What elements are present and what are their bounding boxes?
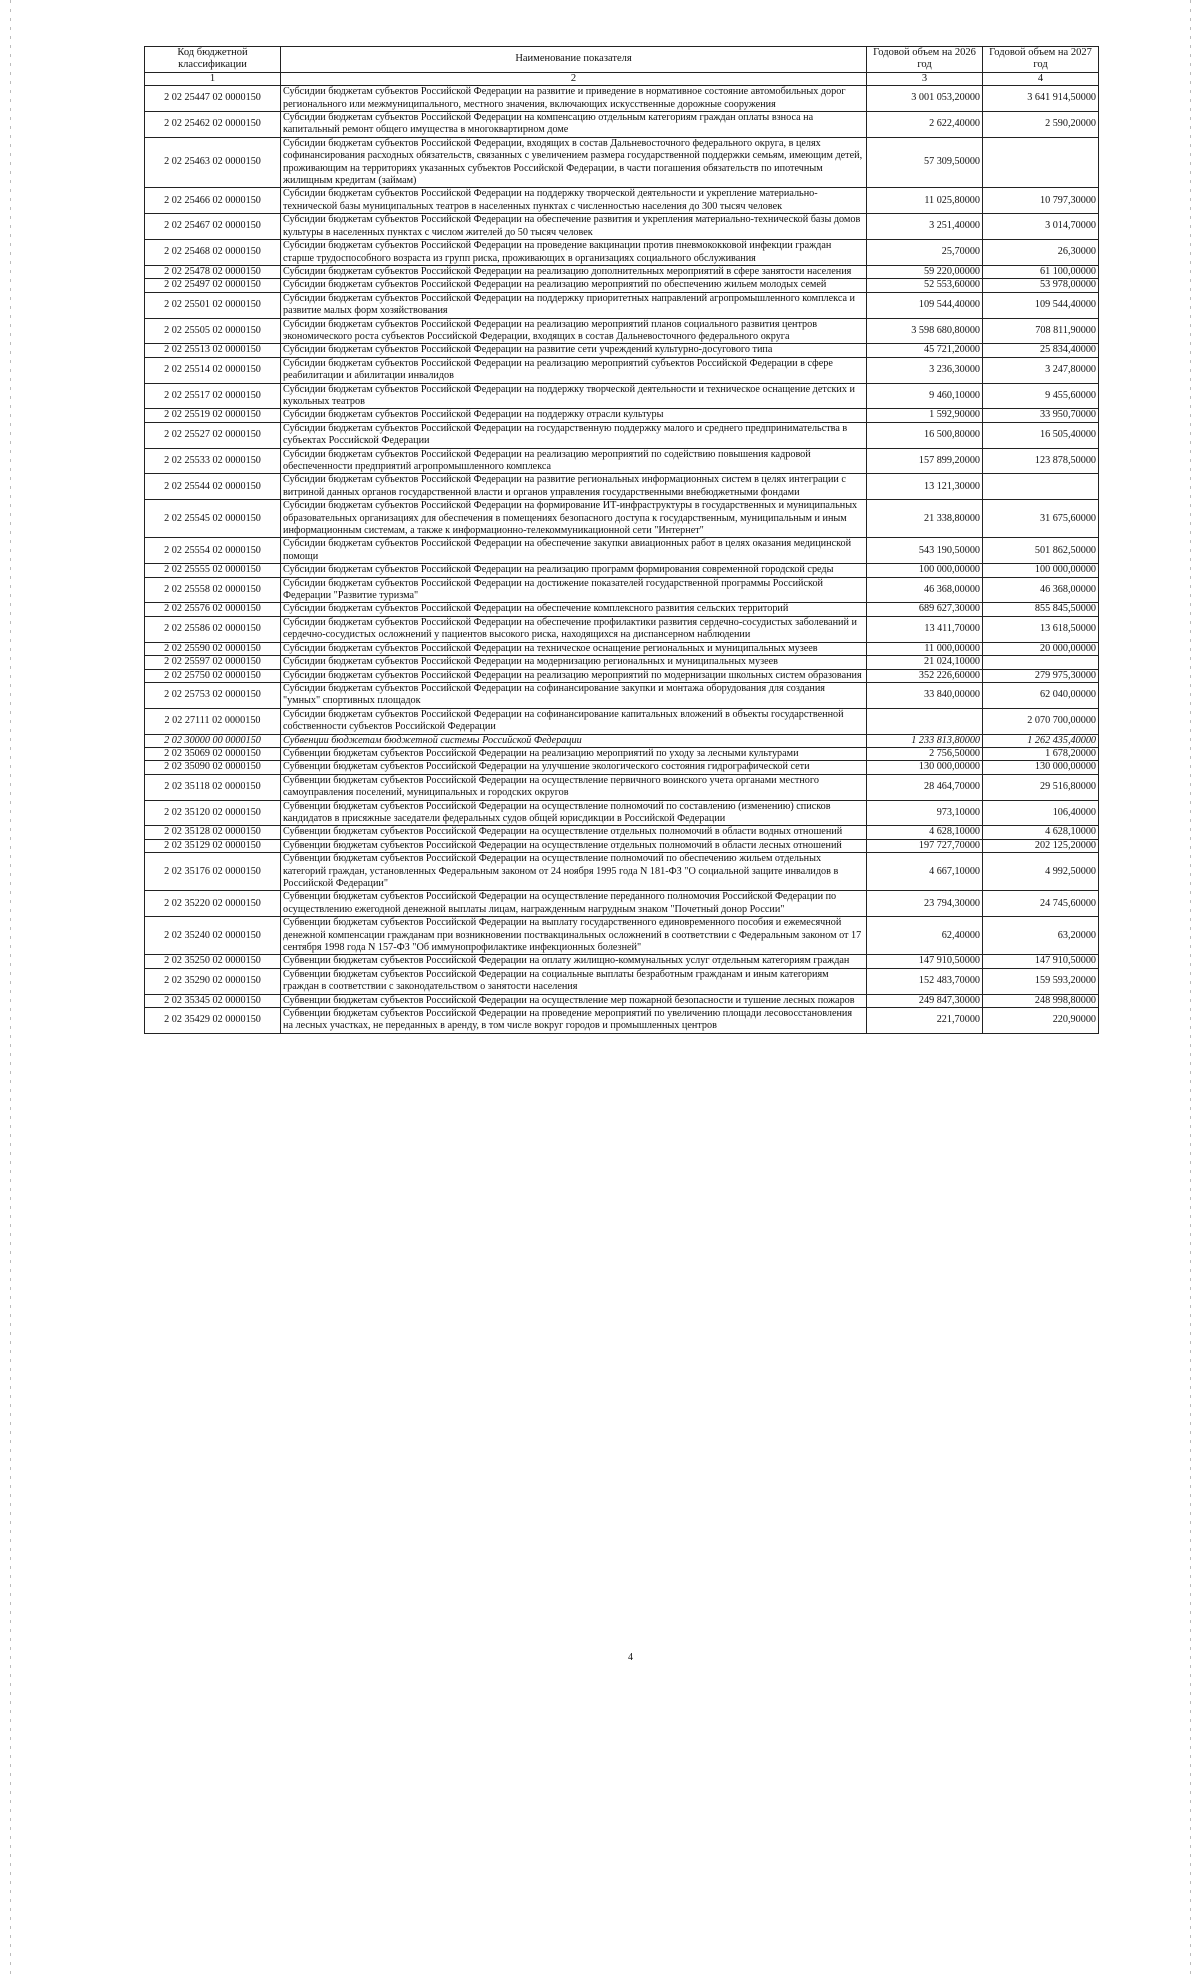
value-2027-cell: 9 455,60000 <box>983 383 1099 409</box>
code-cell: 2 02 25597 02 0000150 <box>145 656 281 669</box>
code-cell: 2 02 25466 02 0000150 <box>145 188 281 214</box>
table-row <box>145 734 1099 747</box>
name-cell: Субсидии бюджетам субъектов Российской Федерации на проведение вакцинации против пневмококковой инфекции граждан старше трудоспособного возраста из групп риска, проживающих в организациях социального обслуживания <box>281 240 867 266</box>
value-2027-cell: 147 910,50000 <box>983 955 1099 968</box>
value-2026-cell: 11 025,80000 <box>867 188 983 214</box>
value-2027-cell: 20 000,00000 <box>983 642 1099 655</box>
value-2026-cell: 23 794,30000 <box>867 891 983 917</box>
scan-edge-right <box>1190 0 1191 1976</box>
value-2027-cell: 63,20000 <box>983 917 1099 955</box>
value-2027-cell: 708 811,90000 <box>983 318 1099 344</box>
value-2026-cell: 2 622,40000 <box>867 112 983 138</box>
name-cell: Субсидии бюджетам субъектов Российской Федерации, входящих в состав Дальневосточного федерального округа, в целях софинансирования расходных обязательств, связанных с увеличением размера государственной поддержки семьям, имеющим детей, проживающим на территориях указанных субъектов Российской Федерации, в части погашения обязательств по ипотечным жилищным кредитам (займам) <box>281 137 867 188</box>
name-cell: Субсидии бюджетам субъектов Российской Федерации на реализацию мероприятий по обеспечению жильем молодых семей <box>281 279 867 292</box>
value-2026-cell: 59 220,00000 <box>867 265 983 278</box>
code-cell: 2 02 25544 02 0000150 <box>145 474 281 500</box>
table-column-numbers <box>145 72 1099 85</box>
name-cell: Субвенции бюджетам субъектов Российской Федерации на осуществление первичного воинского учета органами местного самоуправления поселений, муниципальных и городских округов <box>281 774 867 800</box>
value-2026-cell: 147 910,50000 <box>867 955 983 968</box>
value-2027-cell: 159 593,20000 <box>983 968 1099 994</box>
value-2027-cell: 248 998,80000 <box>983 994 1099 1007</box>
name-cell: Субсидии бюджетам субъектов Российской Федерации на обеспечение развития и укрепления материально-технической базы домов культуры в населенных пунктах с числом жителей до 50 тысяч человек <box>281 214 867 240</box>
name-cell: Субсидии бюджетам субъектов Российской Федерации на развитие региональных информационных систем в целях интеграции с витриной данных органов государственной власти и органов управления государственными внебюджетными фондами <box>281 474 867 500</box>
name-cell: Субвенции бюджетам субъектов Российской Федерации на осуществление отдельных полномочий в области лесных отношений <box>281 839 867 852</box>
table-row <box>145 800 1099 826</box>
table-row <box>145 853 1099 891</box>
code-cell: 2 02 35118 02 0000150 <box>145 774 281 800</box>
table-body <box>145 86 1099 1034</box>
table-row <box>145 747 1099 760</box>
name-cell: Субсидии бюджетам субъектов Российской Федерации на реализацию мероприятий по модернизации школьных систем образования <box>281 669 867 682</box>
name-cell: Субсидии бюджетам субъектов Российской Федерации на обеспечение комплексного развития сельских территорий <box>281 603 867 616</box>
name-cell: Субвенции бюджетам субъектов Российской Федерации на социальные выплаты безработным гражданам и иным категориям граждан в соответствии с законодательством о занятости населения <box>281 968 867 994</box>
table-row <box>145 656 1099 669</box>
table-row <box>145 682 1099 708</box>
name-cell: Субвенции бюджетам субъектов Российской Федерации на осуществление переданного полномочия Российской Федерации по осуществлению ежегодной денежной выплаты лицам, награжденным нагрудным знаком "Почетный донор России" <box>281 891 867 917</box>
name-cell: Субвенции бюджетам субъектов Российской Федерации на осуществление отдельных полномочий в области водных отношений <box>281 826 867 839</box>
table-row <box>145 500 1099 538</box>
table-row <box>145 344 1099 357</box>
value-2026-cell: 221,70000 <box>867 1008 983 1034</box>
value-2027-cell: 220,90000 <box>983 1008 1099 1034</box>
name-cell: Субсидии бюджетам субъектов Российской Федерации на формирование ИТ-инфраструктуры в государственных и муниципальных образовательных организациях для обеспечения в помещениях безопасного доступа к государственным, муниципальным и иным информационным системам, а также к информационно-телекоммуникационной сети "Интернет" <box>281 500 867 538</box>
code-cell: 2 02 25513 02 0000150 <box>145 344 281 357</box>
value-2027-cell: 1 678,20000 <box>983 747 1099 760</box>
value-2027-cell: 24 745,60000 <box>983 891 1099 917</box>
value-2026-cell: 4 628,10000 <box>867 826 983 839</box>
code-cell: 2 02 35429 02 0000150 <box>145 1008 281 1034</box>
code-cell: 2 02 25527 02 0000150 <box>145 422 281 448</box>
code-cell: 2 02 25505 02 0000150 <box>145 318 281 344</box>
column-number-4: 4 <box>983 72 1099 85</box>
value-2027-cell: 106,40000 <box>983 800 1099 826</box>
value-2027-cell: 279 975,30000 <box>983 669 1099 682</box>
name-cell: Субсидии бюджетам субъектов Российской Федерации на модернизацию региональных и муниципальных музеев <box>281 656 867 669</box>
value-2026-cell: 52 553,60000 <box>867 279 983 292</box>
name-cell: Субсидии бюджетам субъектов Российской Федерации на обеспечение профилактики развития сердечно-сосудистых заболеваний и сердечно-сосудистых осложнений у пациентов высокого риска, находящихся на диспансерном наблюдении <box>281 616 867 642</box>
name-cell: Субсидии бюджетам субъектов Российской Федерации на поддержку творческой деятельности и техническое оснащение детских и кукольных театров <box>281 383 867 409</box>
table-row <box>145 564 1099 577</box>
code-cell: 2 02 25517 02 0000150 <box>145 383 281 409</box>
code-cell: 2 02 35069 02 0000150 <box>145 747 281 760</box>
value-2027-cell: 2 590,20000 <box>983 112 1099 138</box>
value-2027-cell: 62 040,00000 <box>983 682 1099 708</box>
value-2026-cell: 33 840,00000 <box>867 682 983 708</box>
code-cell: 2 02 25468 02 0000150 <box>145 240 281 266</box>
column-number-2: 2 <box>281 72 867 85</box>
value-2027-cell: 855 845,50000 <box>983 603 1099 616</box>
code-cell: 2 02 35345 02 0000150 <box>145 994 281 1007</box>
name-cell: Субсидии бюджетам субъектов Российской Федерации на обеспечение закупки авиационных работ в целях оказания медицинской помощи <box>281 538 867 564</box>
name-cell: Субвенции бюджетам субъектов Российской Федерации на осуществление полномочий по составлению (изменению) списков кандидатов в присяжные заседатели федеральных судов общей юрисдикции в Российской Федерации <box>281 800 867 826</box>
table-row <box>145 112 1099 138</box>
code-cell: 2 02 25514 02 0000150 <box>145 357 281 383</box>
value-2026-cell: 62,40000 <box>867 917 983 955</box>
code-cell: 2 02 35129 02 0000150 <box>145 839 281 852</box>
name-cell: Субсидии бюджетам субъектов Российской Федерации на государственную поддержку малого и среднего предпринимательства в субъектах Российской Федерации <box>281 422 867 448</box>
value-2026-cell: 25,70000 <box>867 240 983 266</box>
code-cell: 2 02 25554 02 0000150 <box>145 538 281 564</box>
value-2026-cell: 28 464,70000 <box>867 774 983 800</box>
value-2027-cell <box>983 656 1099 669</box>
table-header-row <box>145 47 1099 73</box>
value-2026-cell: 1 233 813,80000 <box>867 734 983 747</box>
name-cell: Субвенции бюджетам субъектов Российской Федерации на выплату государственного единовременного пособия и ежемесячной денежной компенсации гражданам при возникновении поствакцинальных осложнений в соответствии с Федеральным законом от 17 сентября 1998 года N 157-ФЗ "Об иммунопрофилактике инфекционных болезней" <box>281 917 867 955</box>
code-cell: 2 02 25558 02 0000150 <box>145 577 281 603</box>
value-2026-cell: 16 500,80000 <box>867 422 983 448</box>
table-row <box>145 188 1099 214</box>
table-row <box>145 265 1099 278</box>
name-cell: Субсидии бюджетам субъектов Российской Федерации на развитие сети учреждений культурно-досугового типа <box>281 344 867 357</box>
table-row <box>145 422 1099 448</box>
value-2027-cell: 16 505,40000 <box>983 422 1099 448</box>
value-2027-cell <box>983 137 1099 188</box>
value-2027-cell: 3 247,80000 <box>983 357 1099 383</box>
value-2026-cell: 352 226,60000 <box>867 669 983 682</box>
value-2026-cell: 130 000,00000 <box>867 761 983 774</box>
table-row <box>145 474 1099 500</box>
value-2026-cell: 973,10000 <box>867 800 983 826</box>
value-2027-cell: 33 950,70000 <box>983 409 1099 422</box>
table-row <box>145 357 1099 383</box>
table-row <box>145 409 1099 422</box>
table-row <box>145 603 1099 616</box>
code-cell: 2 02 35220 02 0000150 <box>145 891 281 917</box>
page-number: 4 <box>628 1652 633 1663</box>
value-2027-cell: 26,30000 <box>983 240 1099 266</box>
table-row <box>145 240 1099 266</box>
name-cell: Субсидии бюджетам субъектов Российской Федерации на поддержку отрасли культуры <box>281 409 867 422</box>
table-row <box>145 891 1099 917</box>
name-cell: Субвенции бюджетам субъектов Российской Федерации на улучшение экологического состояния гидрографической сети <box>281 761 867 774</box>
code-cell: 2 02 25586 02 0000150 <box>145 616 281 642</box>
scan-edge-left <box>10 0 11 1976</box>
table-row <box>145 538 1099 564</box>
name-cell: Субсидии бюджетам субъектов Российской Федерации на реализацию дополнительных мероприятий в сфере занятости населения <box>281 265 867 278</box>
code-cell: 2 02 25750 02 0000150 <box>145 669 281 682</box>
name-cell: Субсидии бюджетам субъектов Российской Федерации на техническое оснащение региональных и муниципальных музеев <box>281 642 867 655</box>
value-2027-cell: 53 978,00000 <box>983 279 1099 292</box>
table-row <box>145 917 1099 955</box>
name-cell: Субсидии бюджетам субъектов Российской Федерации на софинансирование капитальных вложений в объекты государственной собственности субъектов Российской Федерации <box>281 708 867 734</box>
value-2027-cell: 25 834,40000 <box>983 344 1099 357</box>
value-2027-cell: 202 125,20000 <box>983 839 1099 852</box>
value-2027-cell: 46 368,00000 <box>983 577 1099 603</box>
table-row <box>145 994 1099 1007</box>
table-row <box>145 279 1099 292</box>
table-row <box>145 669 1099 682</box>
value-2026-cell: 3 001 053,20000 <box>867 86 983 112</box>
column-number-3: 3 <box>867 72 983 85</box>
value-2027-cell: 100 000,00000 <box>983 564 1099 577</box>
table-row <box>145 86 1099 112</box>
code-cell: 2 02 25478 02 0000150 <box>145 265 281 278</box>
header-2026: Годовой объем на 2026 год <box>867 47 983 73</box>
code-cell: 2 02 25519 02 0000150 <box>145 409 281 422</box>
table-row <box>145 616 1099 642</box>
table-row <box>145 839 1099 852</box>
table-row <box>145 826 1099 839</box>
code-cell: 2 02 25497 02 0000150 <box>145 279 281 292</box>
column-number-1: 1 <box>145 72 281 85</box>
name-cell: Субсидии бюджетам субъектов Российской Федерации на реализацию мероприятий субъектов Российской Федерации в сфере реабилитации и абилитации инвалидов <box>281 357 867 383</box>
value-2026-cell: 11 000,00000 <box>867 642 983 655</box>
value-2026-cell: 109 544,40000 <box>867 292 983 318</box>
value-2026-cell: 1 592,90000 <box>867 409 983 422</box>
name-cell: Субсидии бюджетам субъектов Российской Федерации на поддержку творческой деятельности и укрепление материально-технической базы муниципальных театров в населенных пунктах с численностью населения до 300 тысяч человек <box>281 188 867 214</box>
value-2026-cell: 152 483,70000 <box>867 968 983 994</box>
table-row <box>145 318 1099 344</box>
value-2026-cell: 57 309,50000 <box>867 137 983 188</box>
value-2027-cell <box>983 474 1099 500</box>
code-cell: 2 02 35090 02 0000150 <box>145 761 281 774</box>
name-cell: Субвенции бюджетам бюджетной системы Российской Федерации <box>281 734 867 747</box>
value-2026-cell: 3 236,30000 <box>867 357 983 383</box>
table-row <box>145 577 1099 603</box>
value-2026-cell: 3 598 680,80000 <box>867 318 983 344</box>
name-cell: Субсидии бюджетам субъектов Российской Федерации на достижение показателей государственной программы Российской Федерации "Развитие туризма" <box>281 577 867 603</box>
code-cell: 2 02 35250 02 0000150 <box>145 955 281 968</box>
name-cell: Субвенции бюджетам субъектов Российской Федерации на осуществление мер пожарной безопасности и тушение лесных пожаров <box>281 994 867 1007</box>
name-cell: Субвенции бюджетам субъектов Российской Федерации на проведение мероприятий по увеличению площади лесовосстановления на лесных участках, не переданных в аренду, в том числе вокруг городов и промышленных центров <box>281 1008 867 1034</box>
value-2027-cell: 109 544,40000 <box>983 292 1099 318</box>
name-cell: Субсидии бюджетам субъектов Российской Федерации на реализацию мероприятий планов социального развития центров экономического роста субъектов Российской Федерации, входящих в состав Дальневосточного федерального округа <box>281 318 867 344</box>
name-cell: Субсидии бюджетам субъектов Российской Федерации на поддержку приоритетных направлений агропромышленного комплекса и развитие малых форм хозяйствования <box>281 292 867 318</box>
value-2027-cell: 123 878,50000 <box>983 448 1099 474</box>
value-2027-cell: 3 014,70000 <box>983 214 1099 240</box>
table-row <box>145 1008 1099 1034</box>
value-2026-cell: 9 460,10000 <box>867 383 983 409</box>
code-cell: 2 02 35176 02 0000150 <box>145 853 281 891</box>
code-cell: 2 02 25576 02 0000150 <box>145 603 281 616</box>
name-cell: Субвенции бюджетам субъектов Российской Федерации на оплату жилищно-коммунальных услуг отдельным категориям граждан <box>281 955 867 968</box>
value-2027-cell: 10 797,30000 <box>983 188 1099 214</box>
code-cell: 2 02 35120 02 0000150 <box>145 800 281 826</box>
value-2026-cell: 543 190,50000 <box>867 538 983 564</box>
value-2026-cell: 197 727,70000 <box>867 839 983 852</box>
value-2027-cell: 61 100,00000 <box>983 265 1099 278</box>
table-row <box>145 955 1099 968</box>
code-cell: 2 02 25590 02 0000150 <box>145 642 281 655</box>
code-cell: 2 02 25533 02 0000150 <box>145 448 281 474</box>
value-2027-cell: 13 618,50000 <box>983 616 1099 642</box>
value-2026-cell: 46 368,00000 <box>867 577 983 603</box>
code-cell: 2 02 25447 02 0000150 <box>145 86 281 112</box>
name-cell: Субсидии бюджетам субъектов Российской Федерации на реализацию мероприятий по содействию повышения кадровой обеспеченности предприятий агропромышленного комплекса <box>281 448 867 474</box>
value-2027-cell: 4 628,10000 <box>983 826 1099 839</box>
value-2026-cell: 13 121,30000 <box>867 474 983 500</box>
name-cell: Субвенции бюджетам субъектов Российской Федерации на осуществление полномочий по обеспечению жильем отдельных категорий граждан, установленных Федеральным законом от 24 ноября 1995 года N 181-ФЗ "О социальной защите инвалидов в Российской Федерации" <box>281 853 867 891</box>
value-2027-cell: 130 000,00000 <box>983 761 1099 774</box>
value-2027-cell: 29 516,80000 <box>983 774 1099 800</box>
value-2026-cell: 21 338,80000 <box>867 500 983 538</box>
value-2026-cell: 13 411,70000 <box>867 616 983 642</box>
value-2027-cell: 1 262 435,40000 <box>983 734 1099 747</box>
value-2027-cell: 501 862,50000 <box>983 538 1099 564</box>
table-row <box>145 137 1099 188</box>
code-cell: 2 02 25462 02 0000150 <box>145 112 281 138</box>
value-2026-cell: 689 627,30000 <box>867 603 983 616</box>
value-2027-cell: 2 070 700,00000 <box>983 708 1099 734</box>
value-2027-cell: 3 641 914,50000 <box>983 86 1099 112</box>
code-cell: 2 02 35240 02 0000150 <box>145 917 281 955</box>
table-row <box>145 214 1099 240</box>
header-name: Наименование показателя <box>281 47 867 73</box>
value-2026-cell: 100 000,00000 <box>867 564 983 577</box>
table-row <box>145 774 1099 800</box>
header-2027: Годовой объем на 2027 год <box>983 47 1099 73</box>
value-2026-cell <box>867 708 983 734</box>
value-2026-cell: 45 721,20000 <box>867 344 983 357</box>
table-row <box>145 642 1099 655</box>
code-cell: 2 02 30000 00 0000150 <box>145 734 281 747</box>
value-2026-cell: 2 756,50000 <box>867 747 983 760</box>
code-cell: 2 02 25545 02 0000150 <box>145 500 281 538</box>
code-cell: 2 02 25463 02 0000150 <box>145 137 281 188</box>
name-cell: Субсидии бюджетам субъектов Российской Федерации на развитие и приведение в нормативное состояние автомобильных дорог регионального или межмуниципального, местного значения, включающих искусственные дорожные сооружения <box>281 86 867 112</box>
table-row <box>145 761 1099 774</box>
value-2027-cell: 31 675,60000 <box>983 500 1099 538</box>
header-code: Код бюджетной классификации <box>145 47 281 73</box>
name-cell: Субсидии бюджетам субъектов Российской Федерации на компенсацию отдельным категориям граждан оплаты взноса на капитальный ремонт общего имущества в многоквартирном доме <box>281 112 867 138</box>
value-2027-cell: 4 992,50000 <box>983 853 1099 891</box>
code-cell: 2 02 25467 02 0000150 <box>145 214 281 240</box>
value-2026-cell: 249 847,30000 <box>867 994 983 1007</box>
name-cell: Субсидии бюджетам субъектов Российской Федерации на реализацию программ формирования современной городской среды <box>281 564 867 577</box>
table-row <box>145 448 1099 474</box>
value-2026-cell: 3 251,40000 <box>867 214 983 240</box>
value-2026-cell: 4 667,10000 <box>867 853 983 891</box>
table-row <box>145 383 1099 409</box>
name-cell: Субвенции бюджетам субъектов Российской Федерации на реализацию мероприятий по уходу за лесными культурами <box>281 747 867 760</box>
code-cell: 2 02 25753 02 0000150 <box>145 682 281 708</box>
budget-table <box>144 46 1099 1034</box>
table-row <box>145 708 1099 734</box>
table-row <box>145 292 1099 318</box>
code-cell: 2 02 27111 02 0000150 <box>145 708 281 734</box>
table-row <box>145 968 1099 994</box>
code-cell: 2 02 25501 02 0000150 <box>145 292 281 318</box>
code-cell: 2 02 35128 02 0000150 <box>145 826 281 839</box>
value-2026-cell: 157 899,20000 <box>867 448 983 474</box>
code-cell: 2 02 35290 02 0000150 <box>145 968 281 994</box>
name-cell: Субсидии бюджетам субъектов Российской Федерации на софинансирование закупки и монтажа оборудования для создания "умных" спортивных площадок <box>281 682 867 708</box>
value-2026-cell: 21 024,10000 <box>867 656 983 669</box>
code-cell: 2 02 25555 02 0000150 <box>145 564 281 577</box>
